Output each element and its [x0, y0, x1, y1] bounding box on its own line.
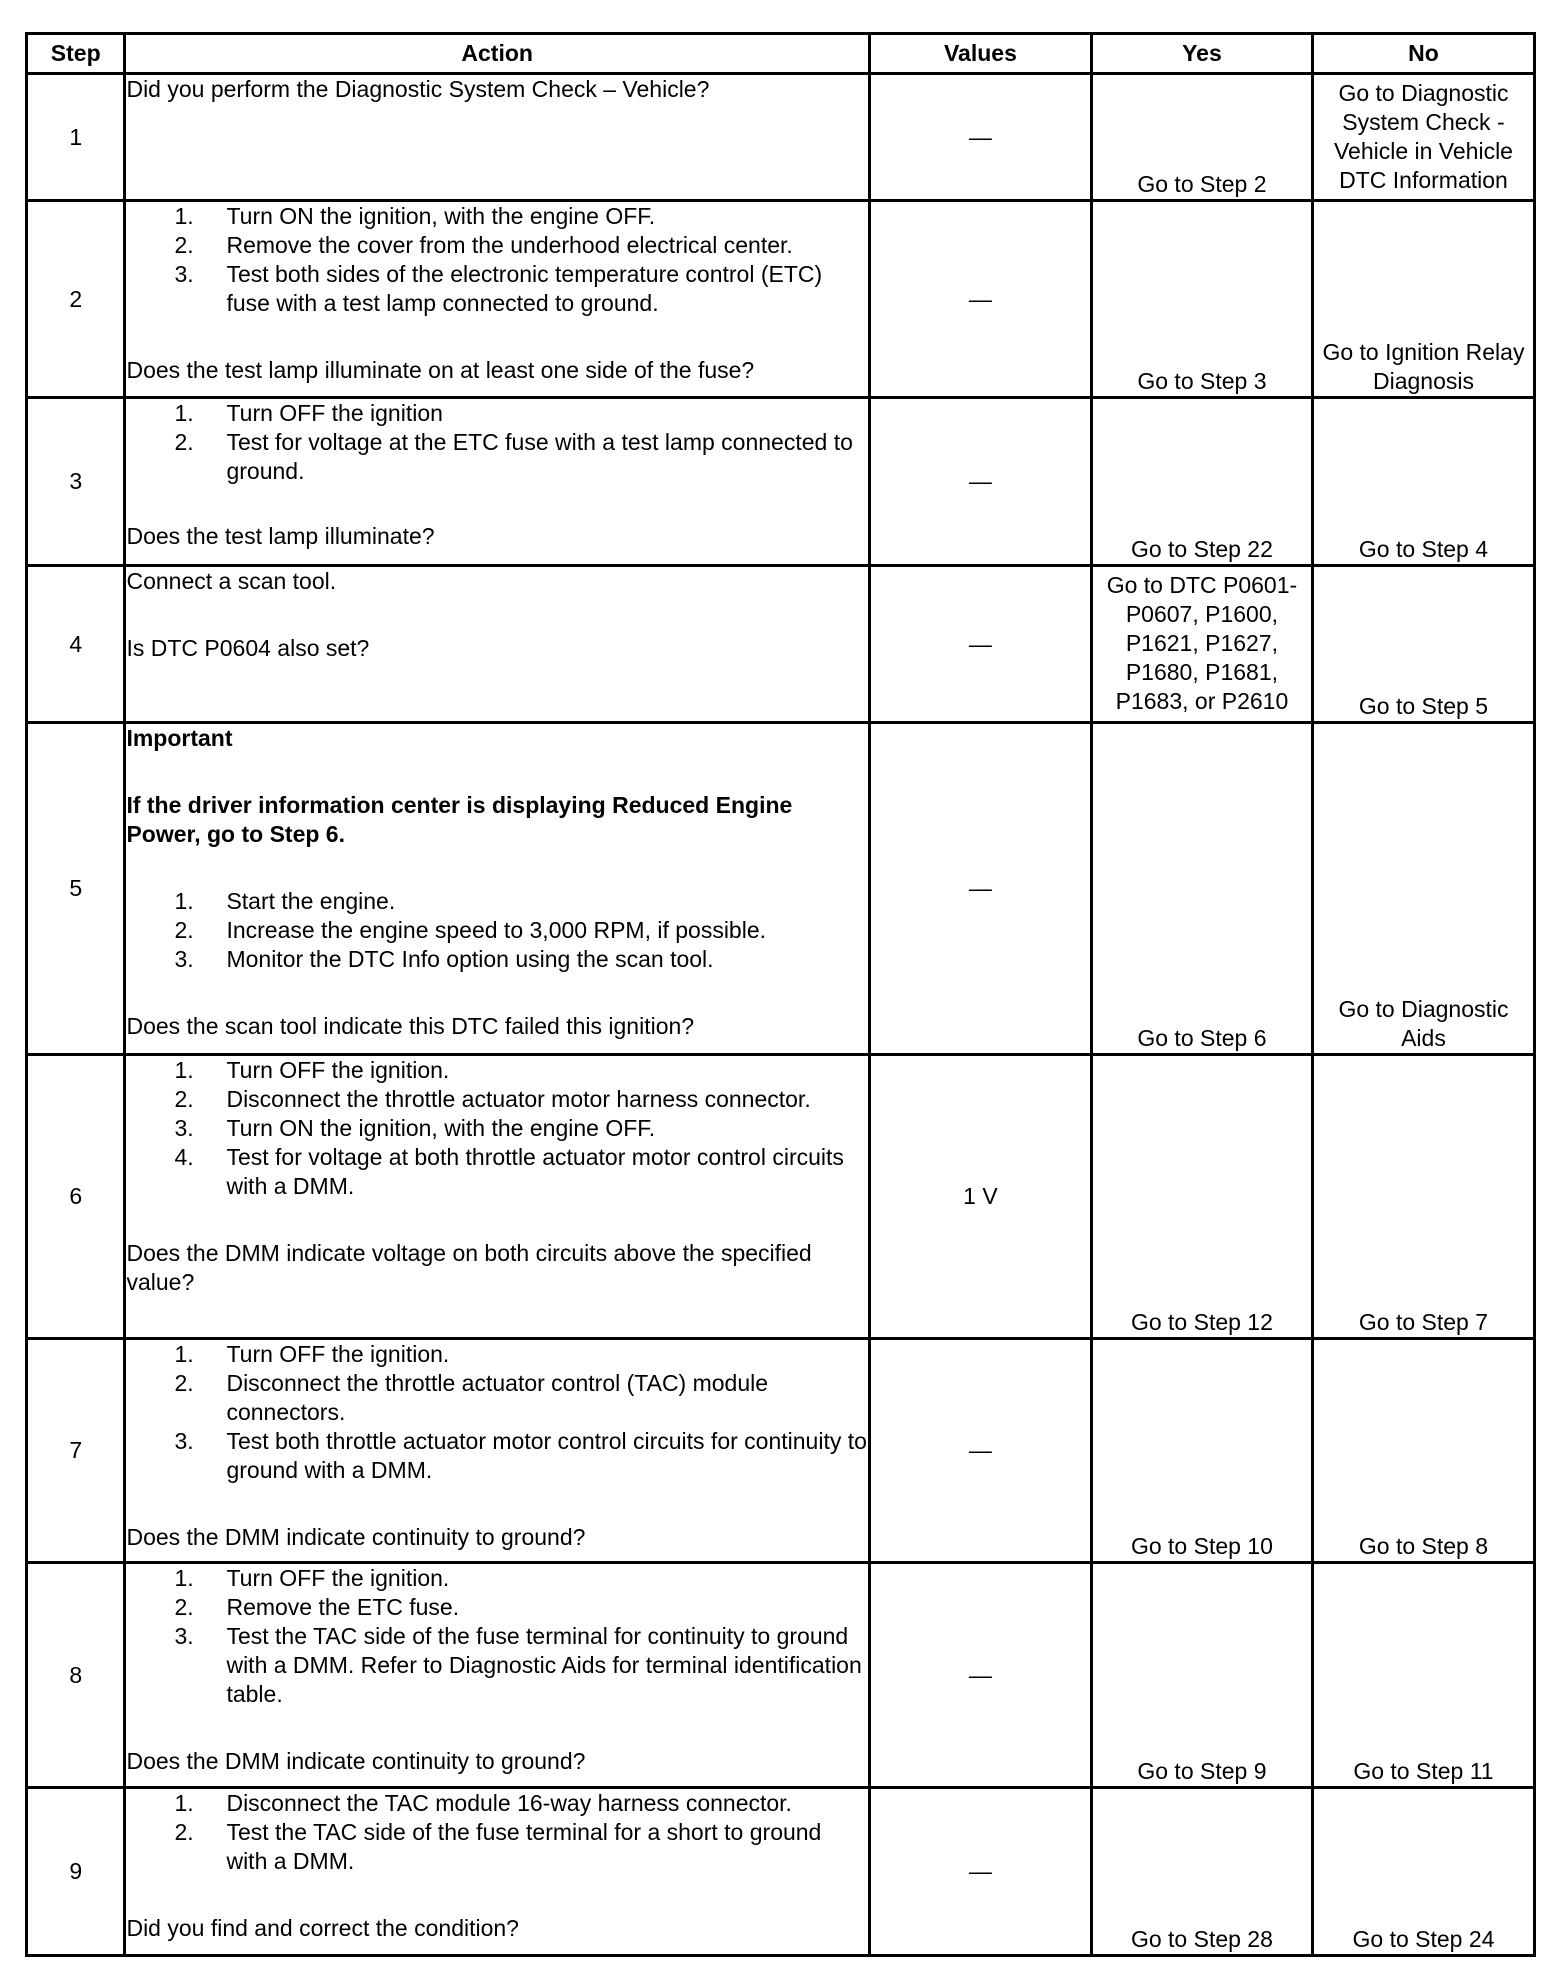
step-number: 3: [27, 398, 125, 566]
list-item: 2. Disconnect the throttle actuator control (TAC) module connectors.: [174, 1369, 769, 1425]
step-number: 8: [27, 1563, 125, 1788]
table-row: [27, 1788, 1535, 1956]
list-item: 2. Increase the engine speed to 3,000 RPM, if possible.: [174, 917, 767, 944]
important-note: If the driver information center is displaying Reduced Engine Power, go to Step 6.: [126, 792, 793, 848]
value-cell: —: [869, 398, 1091, 566]
no-link[interactable]: Go to Diagnostic Aids: [1312, 723, 1534, 1054]
step-number: 2: [27, 201, 125, 398]
action-cell: [125, 1788, 869, 1956]
no-link[interactable]: Go to Step 24: [1312, 1788, 1534, 1956]
value-cell: —: [869, 1563, 1091, 1788]
action-cell: [125, 723, 869, 1054]
list-item: 3. Test both sides of the electronic temperature control (ETC) fuse with a test lamp connected to ground.: [174, 261, 823, 317]
action-intro: Connect a scan tool.: [126, 567, 337, 594]
yes-link[interactable]: Go to Step 2: [1091, 74, 1312, 201]
list-item: 2. Test the TAC side of the fuse terminal for a short to ground with a DMM.: [174, 1819, 822, 1875]
list-item: 2. Test for voltage at the ETC fuse with a test lamp connected to ground.: [174, 429, 853, 485]
action-steps: [126, 202, 867, 318]
list-item: 1. Turn ON the ignition, with the engine OFF.: [174, 203, 656, 230]
step-number: 4: [27, 565, 125, 723]
action-steps: [126, 1564, 867, 1709]
table-row: [27, 74, 1535, 201]
action-cell: [125, 1054, 869, 1338]
action-cell: [125, 565, 869, 723]
list-item: 1. Turn OFF the ignition.: [174, 1565, 450, 1592]
action-steps: [126, 1340, 867, 1485]
list-item: 3. Test the TAC side of the fuse terminal for continuity to ground with a DMM. Refer to Diagnostic Aids for terminal identification table.: [174, 1623, 862, 1708]
list-item: 2. Remove the cover from the underhood electrical center.: [174, 232, 793, 259]
no-link[interactable]: Go to Ignition Relay Diagnosis: [1312, 201, 1534, 398]
list-item: 2. Disconnect the throttle actuator motor harness connector.: [174, 1085, 811, 1112]
action-question: Does the scan tool indicate this DTC failed this ignition?: [126, 1013, 695, 1040]
yes-link[interactable]: Go to Step 10: [1091, 1338, 1312, 1563]
yes-link[interactable]: Go to DTC P0601-P0607, P1600, P1621, P1627, P1680, P1681, P1683, or P2610: [1091, 565, 1312, 723]
header-values: Values: [869, 34, 1091, 74]
header-no: No: [1312, 34, 1534, 74]
step-number: 7: [27, 1338, 125, 1563]
table-row: [27, 1563, 1535, 1788]
list-item: 1. Turn OFF the ignition: [174, 400, 443, 427]
action-question: Does the DMM indicate continuity to ground?: [126, 1523, 586, 1550]
table-row: [27, 565, 1535, 723]
action-steps: [126, 1789, 867, 1876]
value-cell: —: [869, 723, 1091, 1054]
yes-link[interactable]: Go to Step 9: [1091, 1563, 1312, 1788]
important-label: Important: [126, 725, 233, 752]
value-cell: —: [869, 1788, 1091, 1956]
list-item: 3. Test both throttle actuator motor control circuits for continuity to ground with a DMM.: [174, 1427, 867, 1483]
action-intro: Did you perform the Diagnostic System Check – Vehicle?: [126, 76, 710, 102]
header-row: [27, 34, 1535, 74]
action-steps: [126, 887, 867, 974]
list-item: 4. Test for voltage at both throttle actuator motor control circuits with a DMM.: [174, 1143, 844, 1199]
action-question: Does the test lamp illuminate on at least one side of the fuse?: [126, 357, 755, 384]
table-row: [27, 1338, 1535, 1563]
list-item: 3. Turn ON the ignition, with the engine OFF.: [174, 1114, 656, 1141]
table-row: [27, 201, 1535, 398]
action-question: Does the DMM indicate continuity to ground?: [126, 1748, 586, 1775]
list-item: 1. Disconnect the TAC module 16-way harness connector.: [174, 1790, 792, 1817]
no-link[interactable]: Go to Step 11: [1312, 1563, 1534, 1788]
no-link[interactable]: Go to Step 4: [1312, 398, 1534, 566]
action-cell: [125, 1563, 869, 1788]
table-row: [27, 1054, 1535, 1338]
action-steps: [126, 399, 867, 486]
value-cell: —: [869, 201, 1091, 398]
header-action: Action: [125, 34, 869, 74]
value-cell: —: [869, 74, 1091, 201]
action-cell: [125, 201, 869, 398]
action-question: Does the test lamp illuminate?: [126, 523, 435, 550]
step-number: 5: [27, 723, 125, 1054]
header-yes: Yes: [1091, 34, 1312, 74]
table-row: [27, 398, 1535, 566]
table-row: [27, 723, 1535, 1054]
step-number: 9: [27, 1788, 125, 1956]
no-link[interactable]: Go to Step 7: [1312, 1054, 1534, 1338]
no-link[interactable]: Go to Diagnostic System Check - Vehicle in Vehicle DTC Information: [1312, 74, 1534, 201]
header-step: Step: [27, 34, 125, 74]
yes-link[interactable]: Go to Step 28: [1091, 1788, 1312, 1956]
list-item: 1. Start the engine.: [174, 888, 396, 915]
list-item: 3. Monitor the DTC Info option using the scan tool.: [174, 946, 714, 973]
yes-link[interactable]: Go to Step 22: [1091, 398, 1312, 566]
yes-link[interactable]: Go to Step 12: [1091, 1054, 1312, 1338]
list-item: 1. Turn OFF the ignition.: [174, 1340, 450, 1367]
yes-link[interactable]: Go to Step 3: [1091, 201, 1312, 398]
value-cell: —: [869, 1338, 1091, 1563]
step-number: 6: [27, 1054, 125, 1338]
no-link[interactable]: Go to Step 5: [1312, 565, 1534, 723]
step-number: 1: [27, 74, 125, 201]
value-cell: 1 V: [869, 1054, 1091, 1338]
yes-link[interactable]: Go to Step 6: [1091, 723, 1312, 1054]
no-link[interactable]: Go to Step 8: [1312, 1338, 1534, 1563]
action-cell: [125, 1338, 869, 1563]
action-cell: [125, 398, 869, 566]
action-steps: [126, 1056, 867, 1201]
list-item: 2. Remove the ETC fuse.: [174, 1594, 460, 1621]
list-item: 1. Turn OFF the ignition.: [174, 1056, 450, 1083]
value-cell: —: [869, 565, 1091, 723]
diagnostic-table: [25, 32, 1536, 1957]
action-question: Did you find and correct the condition?: [126, 1915, 519, 1942]
action-cell: [125, 74, 869, 201]
action-question: Does the DMM indicate voltage on both circuits above the specified value?: [126, 1239, 812, 1295]
action-question: Is DTC P0604 also set?: [126, 634, 370, 661]
